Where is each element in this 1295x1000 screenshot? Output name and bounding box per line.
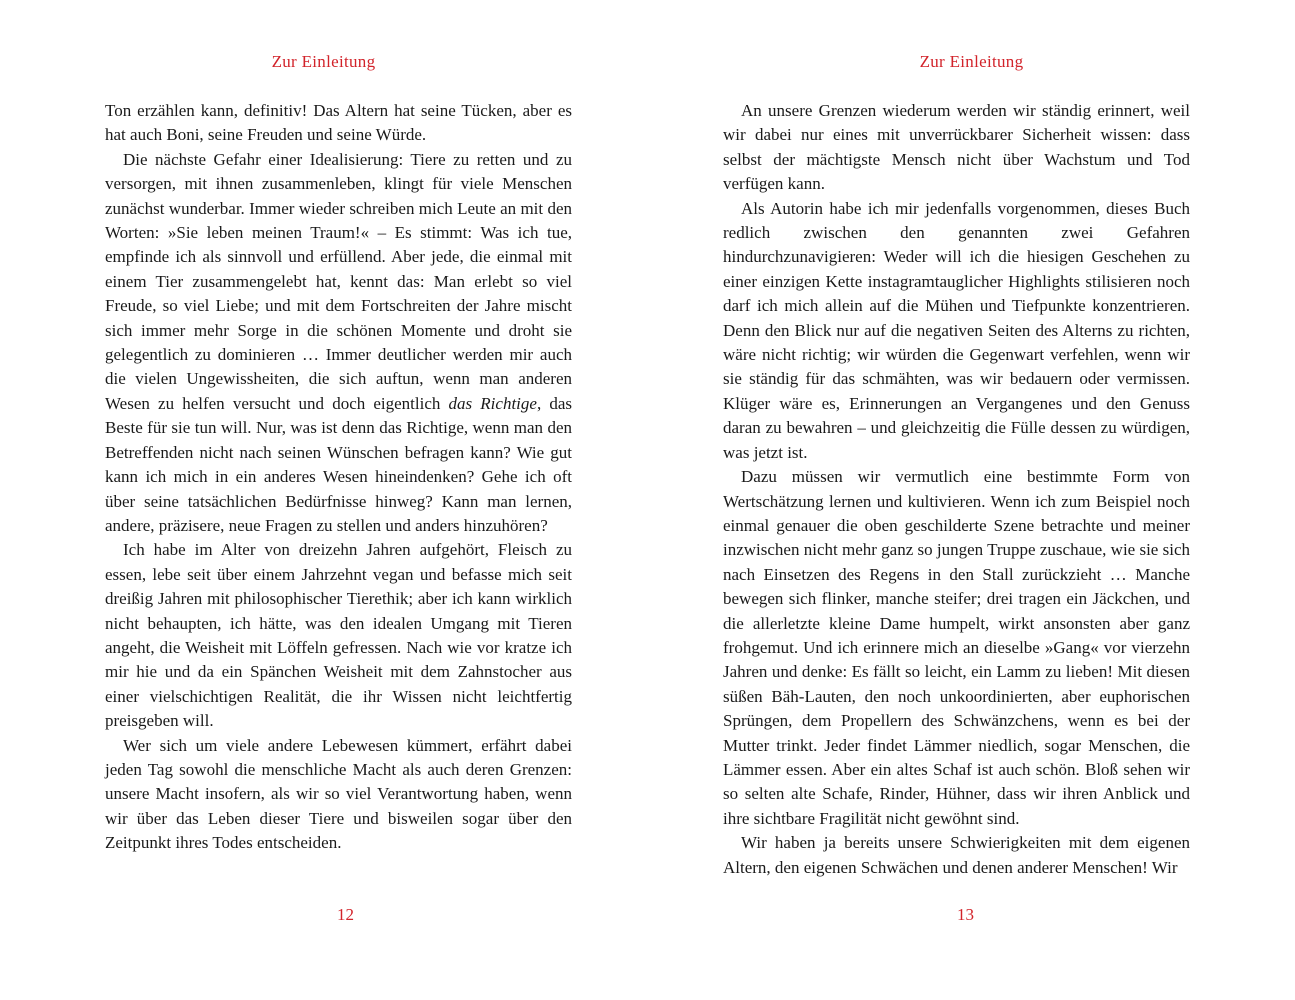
- paragraph: [105, 99, 572, 148]
- text-segment: Ich habe im Alter von dreizehn Jahren aufgehört, Fleisch zu essen, lebe seit über einem Jahrzehnt vegan und befasse mich seit dreißig Jahren mit philosophischer Tierethik; aber ich kann wirklich nicht behaupten, ich hätte, was den idealen Umgang mit Tieren angeht, die Weisheit mit Löffeln gefressen. Nach wie vor kratze ich mir hie und da ein Spänchen Weisheit mit dem Zahnstocher aus einer vielschichtigen Realität, die ihr Wissen nicht leichtfertig preisgeben will.: [105, 540, 572, 731]
- emphasis-text: das Richtige: [448, 393, 537, 413]
- text-segment: Als Autorin habe ich mir jedenfalls vorgenommen, dieses Buch redlich zwischen den genannten zwei Gefahren hindurchzunavigieren: Weder will ich die hiesigen Geschehen zu einer einzigen Kette instagramtauglicher Highlights stilisieren noch darf ich mich allein auf die Mühen und Tiefpunkte konzentrieren. Denn den Blick nur auf die negativen Seiten des Alterns zu richten, wäre nicht richtig; wir würden die Gegenwart verfehlen, wenn wir sie ständig für das schmähten, was wir bedauern oder vermissen. Klüger wäre es, Erinnerungen an Vergangenes und den Genuss daran zu bewahren – und gleichzeitig die Fülle dessen zu würdigen, was jetzt ist.: [723, 198, 1190, 462]
- page-number: 12: [337, 905, 354, 924]
- text-segment: An unsere Grenzen wiederum werden wir ständig erinnert, weil wir dabei nur eines mit unverrückbarer Sicherheit wissen: dass selbst der mächtigste Mensch nicht über Wachstum und Tod verfügen kann.: [723, 101, 1190, 194]
- text-segment: Die nächste Gefahr einer Idealisierung: Tiere zu retten und zu versorgen, mit ihnen zusammenleben, klingt für viele Menschen zunächst wunderbar. Immer wieder schreiben mich Leute an mit den Worten: »Sie leben meinen Traum!« – Es stimmt: Was ich tue, empfinde ich als sinnvoll und erfüllend. Aber jede, die einmal mit einem Tier zusammengelebt hat, kennt das: Man erlebt so viel Freude, so viel Liebe; und mit dem Fortschreiten der Jahre mischt sich immer mehr Sorge in die schönen Momente und droht sie gelegentlich zu dominieren … Immer deutlicher werden mir auch die vielen Ungewissheiten, die sich auftun, wenn man anderen Wesen zu helfen versucht und doch eigentlich: [105, 149, 572, 413]
- paragraph: [723, 99, 1190, 197]
- paragraph: [723, 465, 1190, 831]
- page-number: 13: [957, 905, 974, 924]
- text-segment: Dazu müssen wir vermutlich eine bestimmte Form von Wertschätzung lernen und kultivieren. Wenn ich zum Beispiel noch einmal genauer die oben geschilderte Szene betrachte und meiner inzwischen nicht mehr ganz so jungen Truppe zuschaue, wie sie sich nach Einsetzen des Regens in den Stall zurückzieht … Manche bewegen sich flinker, manche steifer; drei tragen ein Jäckchen, und die allerletzte kleine Dame humpelt, wirkt ansonsten aber ganz frohgemut. Und ich erinnere mich an dieselbe »Gang« vor vierzehn Jahren und denke: Es fällt so leicht, ein Lamm zu lieben! Mit diesen süßen Bäh-Lauten, den noch unkoordinierten, aber euphorischen Sprüngen, dem Propellern des Schwänzchens, wenn es bei der Mutter trinkt. Jeder findet Lämmer niedlich, sogar Menschen, die Lämmer essen. Aber ein altes Schaf ist auch schön. Bloß sehen wir so selten alte Schafe, Rinder, Hühner, dass wir ihren Anblick und ihre sichtbare Fragilität nicht gewöhnt sind.: [723, 467, 1190, 828]
- paragraph: [723, 197, 1190, 465]
- paragraph: [105, 538, 572, 733]
- running-head: Zur Einleitung: [919, 52, 1024, 71]
- text-segment: , das Beste für sie tun will. Nur, was ist denn das Richtige, wenn man den Betreffenden nicht nach seinen Wünschen befragen kann? Wie gut kann ich mich in ein anderes Wesen hineindenken? Gehe ich oft über seine tatsächlichen Bedürfnisse hinweg? Kann man lernen, andere, präzisere, neue Fragen zu stellen und anders hinzuhören?: [105, 393, 573, 535]
- text-segment: Wir haben ja bereits unsere Schwierigkeiten mit dem eigenen Altern, den eigenen Schwächen und denen anderer Menschen! Wir: [723, 833, 1190, 877]
- paragraph: [105, 734, 572, 856]
- body-text: [105, 99, 572, 856]
- paragraph: [723, 831, 1190, 880]
- paragraph: [105, 148, 572, 539]
- running-head: Zur Einleitung: [271, 52, 376, 71]
- right-page: [648, 0, 1295, 1000]
- left-page: [0, 0, 647, 1000]
- text-segment: Wer sich um viele andere Lebewesen kümmert, erfährt dabei jeden Tag sowohl die menschliche Macht als auch deren Grenzen: unsere Macht insofern, als wir so viel Verantwortung haben, wenn wir über das Leben dieser Tiere und bisweilen sogar über den Zeitpunkt ihres Todes entscheiden.: [105, 735, 572, 853]
- body-text: [723, 99, 1190, 880]
- text-segment: Ton erzählen kann, definitiv! Das Altern hat seine Tücken, aber es hat auch Boni, seine Freuden und seine Würde.: [105, 101, 572, 145]
